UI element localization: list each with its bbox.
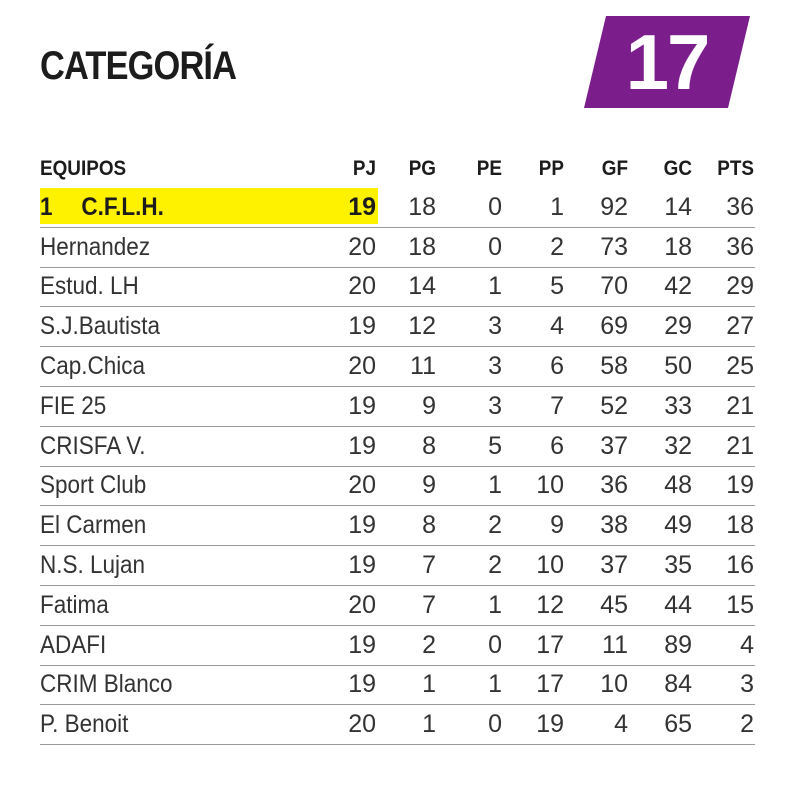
cell-pj: 20	[348, 590, 376, 619]
cell-pg: 14	[408, 272, 436, 301]
team-label: C.F.L.H.	[81, 192, 164, 221]
cell-gc: 89	[664, 630, 692, 659]
cell-pj: 19	[348, 511, 376, 540]
cell-pts: 21	[726, 431, 754, 460]
cell-pg: 18	[408, 192, 436, 221]
cell-pe: 0	[488, 630, 502, 659]
cell-gf: 37	[600, 551, 628, 580]
cell-pp: 6	[550, 431, 564, 460]
header-pts: PTS	[717, 157, 754, 180]
cell-gf: 70	[600, 272, 628, 301]
team-position: 1	[40, 192, 53, 221]
team-name	[40, 705, 340, 744]
cell-pg: 1	[422, 710, 436, 739]
table-row	[40, 268, 755, 308]
cell-gc: 84	[664, 670, 692, 699]
cell-pp: 17	[536, 670, 564, 699]
cell-pj: 19	[348, 312, 376, 341]
cell-pts: 36	[726, 192, 754, 221]
team-label: S.J.Bautista	[40, 312, 161, 341]
team-name	[40, 347, 340, 386]
cell-pts: 27	[726, 312, 754, 341]
cell-pe: 5	[488, 431, 502, 460]
table-row-leader	[40, 188, 755, 228]
team-name	[40, 666, 340, 705]
cell-pg: 2	[422, 630, 436, 659]
team-name	[40, 506, 340, 545]
page-title: CATEGORÍA	[40, 44, 237, 88]
team-label: Estud. LH	[40, 272, 139, 301]
cell-gc: 65	[664, 710, 692, 739]
table-header	[40, 150, 755, 188]
cell-pj: 20	[348, 471, 376, 500]
cell-pj: 20	[348, 352, 376, 381]
cell-pe: 2	[488, 551, 502, 580]
cell-pp: 6	[550, 352, 564, 381]
cell-pts: 2	[740, 710, 754, 739]
team-name	[40, 546, 340, 585]
cell-pp: 12	[536, 590, 564, 619]
cell-pp: 17	[536, 630, 564, 659]
team-label: P. Benoit	[40, 710, 129, 739]
table-row	[40, 666, 755, 706]
cell-pe: 1	[488, 471, 502, 500]
cell-gc: 18	[664, 232, 692, 261]
team-name	[40, 427, 340, 466]
team-name	[40, 307, 340, 346]
cell-pp: 2	[550, 232, 564, 261]
cell-pj: 20	[348, 710, 376, 739]
cell-pg: 12	[408, 312, 436, 341]
cell-pg: 8	[422, 431, 436, 460]
cell-pj: 20	[348, 272, 376, 301]
cell-pe: 3	[488, 352, 502, 381]
table-row	[40, 427, 755, 467]
cell-pts: 16	[726, 551, 754, 580]
table-row	[40, 586, 755, 626]
cell-gf: 52	[600, 391, 628, 420]
cell-gc: 49	[664, 511, 692, 540]
team-name	[40, 188, 340, 227]
table-row	[40, 705, 755, 745]
cell-gf: 10	[600, 670, 628, 699]
cell-pj: 19	[348, 551, 376, 580]
table-row	[40, 506, 755, 546]
team-name	[40, 387, 340, 426]
cell-pg: 8	[422, 511, 436, 540]
cell-pe: 1	[488, 272, 502, 301]
cell-pts: 25	[726, 352, 754, 381]
table-row	[40, 467, 755, 507]
team-label: CRIM Blanco	[40, 670, 173, 699]
cell-pe: 0	[488, 710, 502, 739]
team-name	[40, 467, 340, 506]
cell-gf: 92	[600, 192, 628, 221]
team-name	[40, 268, 340, 307]
cell-gf: 45	[600, 590, 628, 619]
cell-pj: 19	[348, 391, 376, 420]
cell-pe: 2	[488, 511, 502, 540]
team-name	[40, 586, 340, 625]
table-body	[40, 188, 755, 745]
cell-gc: 14	[664, 192, 692, 221]
cell-gf: 38	[600, 511, 628, 540]
cell-gf: 69	[600, 312, 628, 341]
cell-gc: 42	[664, 272, 692, 301]
cell-pj: 19	[348, 431, 376, 460]
header-pe: PE	[476, 157, 502, 180]
cell-pts: 4	[740, 630, 754, 659]
cell-pe: 3	[488, 391, 502, 420]
cell-gc: 29	[664, 312, 692, 341]
cell-gf: 36	[600, 471, 628, 500]
cell-pj: 19	[348, 670, 376, 699]
team-label: Sport Club	[40, 471, 147, 500]
table-row	[40, 228, 755, 268]
team-label: El Carmen	[40, 511, 147, 540]
cell-pg: 9	[422, 391, 436, 420]
cell-pts: 3	[740, 670, 754, 699]
cell-pg: 18	[408, 232, 436, 261]
cell-pts: 36	[726, 232, 754, 261]
cell-gc: 35	[664, 551, 692, 580]
table-row	[40, 347, 755, 387]
cell-pts: 18	[726, 511, 754, 540]
team-label: Fatima	[40, 590, 109, 619]
team-label: N.S. Lujan	[40, 551, 146, 580]
cell-pp: 4	[550, 312, 564, 341]
team-label: Cap.Chica	[40, 352, 146, 381]
cell-pg: 7	[422, 551, 436, 580]
cell-gc: 48	[664, 471, 692, 500]
cell-gf: 37	[600, 431, 628, 460]
category-number: 17	[625, 18, 709, 106]
cell-pp: 9	[550, 511, 564, 540]
cell-pe: 0	[488, 192, 502, 221]
cell-pe: 1	[488, 670, 502, 699]
cell-pe: 3	[488, 312, 502, 341]
cell-pg: 7	[422, 590, 436, 619]
cell-pp: 19	[536, 710, 564, 739]
header-gc: GC	[663, 157, 692, 180]
cell-pp: 5	[550, 272, 564, 301]
table-row	[40, 387, 755, 427]
cell-pg: 11	[410, 352, 436, 381]
cell-pg: 1	[422, 670, 436, 699]
cell-pts: 29	[726, 272, 754, 301]
header-gf: GF	[601, 157, 628, 180]
standings-table	[40, 150, 755, 745]
cell-pts: 21	[726, 391, 754, 420]
cell-gf: 11	[602, 630, 628, 659]
team-label: FIE 25	[40, 391, 107, 420]
cell-pj: 20	[348, 232, 376, 261]
cell-pp: 10	[536, 471, 564, 500]
team-label: Hernandez	[40, 232, 151, 261]
category-badge	[584, 16, 750, 108]
cell-gc: 32	[664, 431, 692, 460]
table-row	[40, 307, 755, 347]
table-row	[40, 546, 755, 586]
cell-gf: 58	[600, 352, 628, 381]
cell-gc: 50	[664, 352, 692, 381]
cell-pg: 9	[422, 471, 436, 500]
cell-pp: 7	[550, 391, 564, 420]
cell-pts: 15	[726, 590, 754, 619]
header-pj: PJ	[352, 157, 376, 180]
cell-pp: 1	[550, 192, 564, 221]
header-pp: PP	[538, 157, 564, 180]
cell-pe: 0	[488, 232, 502, 261]
table-row	[40, 626, 755, 666]
header-team: EQUIPOS	[40, 157, 127, 180]
cell-gc: 33	[664, 391, 692, 420]
cell-gf: 73	[600, 232, 628, 261]
cell-gf: 4	[614, 710, 628, 739]
cell-pj: 19	[348, 630, 376, 659]
team-label: CRISFA V.	[40, 431, 146, 460]
cell-pp: 10	[536, 551, 564, 580]
team-name	[40, 228, 340, 267]
team-name	[40, 626, 340, 665]
cell-gc: 44	[664, 590, 692, 619]
team-label: ADAFI	[40, 630, 107, 659]
header-pg: PG	[408, 157, 436, 180]
cell-pj: 19	[348, 192, 376, 221]
cell-pe: 1	[488, 590, 502, 619]
cell-pts: 19	[726, 471, 754, 500]
